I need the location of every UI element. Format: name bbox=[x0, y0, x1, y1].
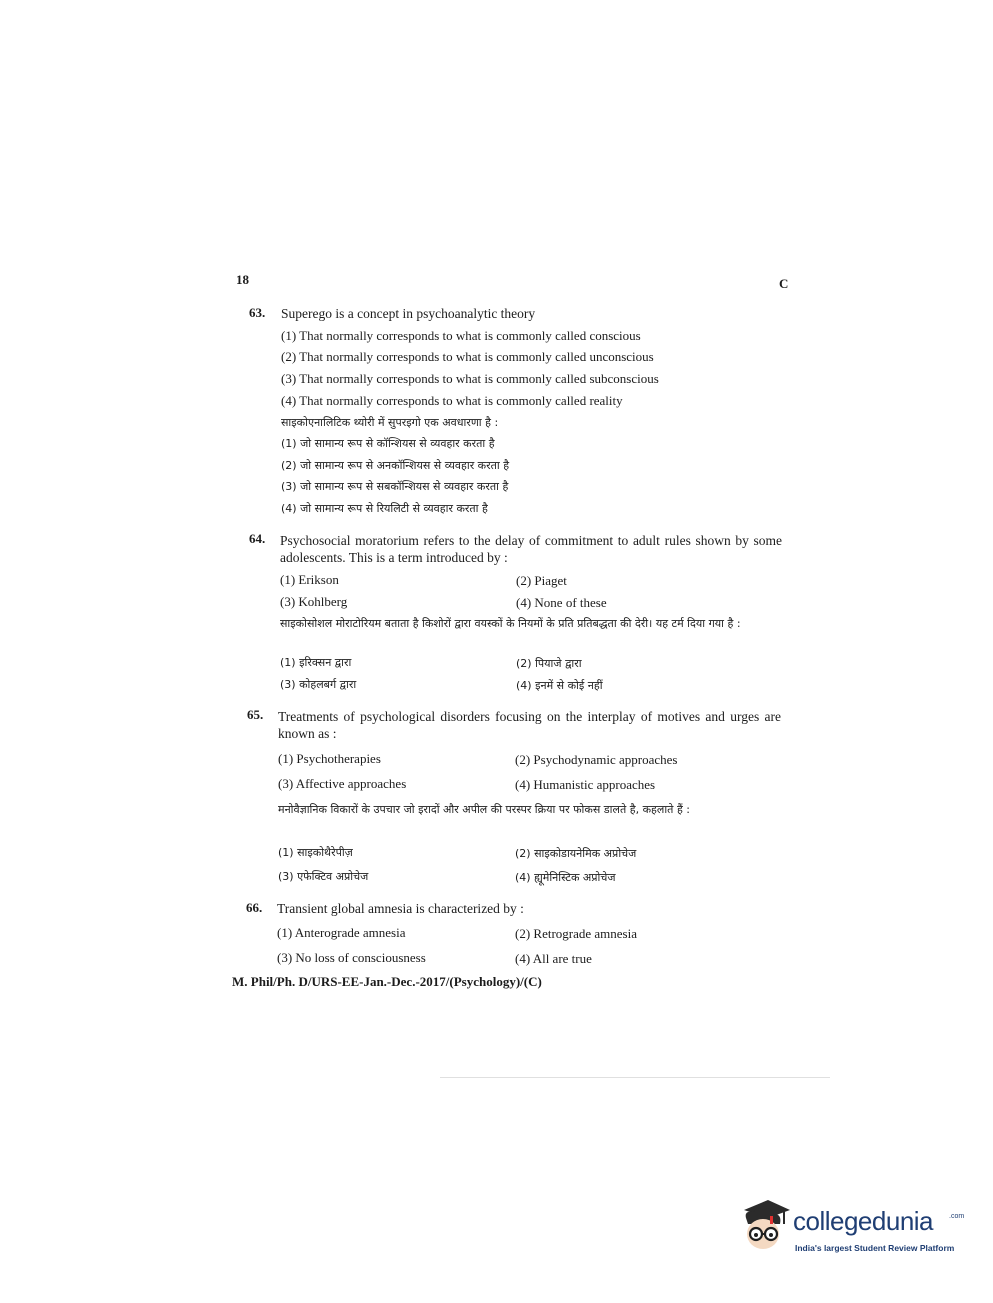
option: (4) That normally corresponds to what is commonly called reality bbox=[281, 393, 623, 408]
hindi-question-text: मनोवैज्ञानिक विकारों के उपचार जो इरादों और अपील की परस्पर क्रिया पर फोकस डालते है, कहलाते हैं : bbox=[278, 803, 690, 816]
option: (4) None of these bbox=[516, 595, 607, 610]
question-text: Treatments of psychological disorders focusing on the interplay of motives and urges are known as : bbox=[278, 709, 781, 741]
mascot-icon bbox=[738, 1196, 794, 1256]
hindi-option: (2) साइकोडायनेमिक अप्रोचेज bbox=[515, 847, 637, 860]
logo-tagline: India's largest Student Review Platform bbox=[795, 1243, 955, 1253]
option: (4) All are true bbox=[515, 951, 592, 966]
hindi-option: (2) जो सामान्य रूप से अनकॉन्शियस से व्यवहार करता है bbox=[281, 459, 510, 472]
divider bbox=[440, 1077, 830, 1078]
option: (1) Psychotherapies bbox=[278, 751, 381, 766]
question-number: 66. bbox=[246, 900, 263, 915]
option: (2) That normally corresponds to what is commonly called unconscious bbox=[281, 349, 654, 364]
collegedunia-logo bbox=[738, 1196, 968, 1268]
set-code: C bbox=[779, 276, 789, 291]
question-text: Psychosocial moratorium refers to the delay of commitment to adult rules shown by some adolescents. This is a term introduced by : bbox=[280, 533, 782, 565]
paper-code-footer: M. Phil/Ph. D/URS-EE-Jan.-Dec.-2017/(Psychology)/(C) bbox=[232, 974, 542, 989]
hindi-option: (4) जो सामान्य रूप से रियलिटी से व्यवहार करता है bbox=[281, 502, 488, 515]
option: (1) That normally corresponds to what is commonly called conscious bbox=[281, 328, 641, 343]
hindi-option: (1) जो सामान्य रूप से कॉन्शियस से व्यवहार करता है bbox=[281, 437, 495, 450]
option: (3) No loss of consciousness bbox=[277, 950, 426, 965]
question-number: 63. bbox=[249, 305, 266, 320]
page-number: 18 bbox=[236, 272, 249, 287]
option: (3) Kohlberg bbox=[280, 594, 348, 609]
hindi-option: (3) जो सामान्य रूप से सबकॉन्शियस से व्यवहार करता है bbox=[281, 480, 509, 493]
question-text: Superego is a concept in psychoanalytic theory bbox=[281, 306, 536, 321]
option: (2) Psychodynamic approaches bbox=[515, 752, 678, 767]
hindi-option: (3) कोहलबर्ग द्वारा bbox=[280, 678, 357, 691]
hindi-option: (1) साइकोथैरेपीज़ bbox=[278, 846, 353, 859]
hindi-option: (4) ह्यूमेनिस्टिक अप्रोचेज bbox=[515, 871, 616, 884]
hindi-question-text: साइकोएनालिटिक थ्योरी में सुपरइगो एक अवधारणा है : bbox=[281, 416, 499, 429]
option: (3) Affective approaches bbox=[278, 776, 407, 791]
option: (1) Erikson bbox=[280, 572, 339, 587]
question-text: Transient global amnesia is characterized by : bbox=[277, 901, 524, 916]
question-number: 65. bbox=[247, 707, 264, 722]
hindi-option: (2) पियाजे द्वारा bbox=[516, 657, 582, 670]
logo-suffix: .com bbox=[949, 1213, 965, 1220]
option: (2) Piaget bbox=[516, 573, 567, 588]
option: (2) Retrograde amnesia bbox=[515, 926, 638, 941]
option: (3) That normally corresponds to what is commonly called subconscious bbox=[281, 371, 659, 386]
hindi-option: (3) एफेक्टिव अप्रोचेज bbox=[278, 870, 369, 883]
logo-brand: collegedunia bbox=[793, 1206, 934, 1236]
option: (4) Humanistic approaches bbox=[515, 777, 656, 792]
option: (1) Anterograde amnesia bbox=[277, 925, 406, 940]
hindi-question-text: साइकोसोशल मोराटोरियम बताता है किशोरों द्वारा वयस्कों के नियमों के प्रति प्रतिबद्धता की देरी। यह टर्म दिया गया है : bbox=[280, 617, 741, 630]
hindi-option: (1) इरिक्सन द्वारा bbox=[280, 656, 352, 669]
question-number: 64. bbox=[249, 531, 266, 546]
hindi-option: (4) इनमें से कोई नहीं bbox=[516, 679, 603, 692]
